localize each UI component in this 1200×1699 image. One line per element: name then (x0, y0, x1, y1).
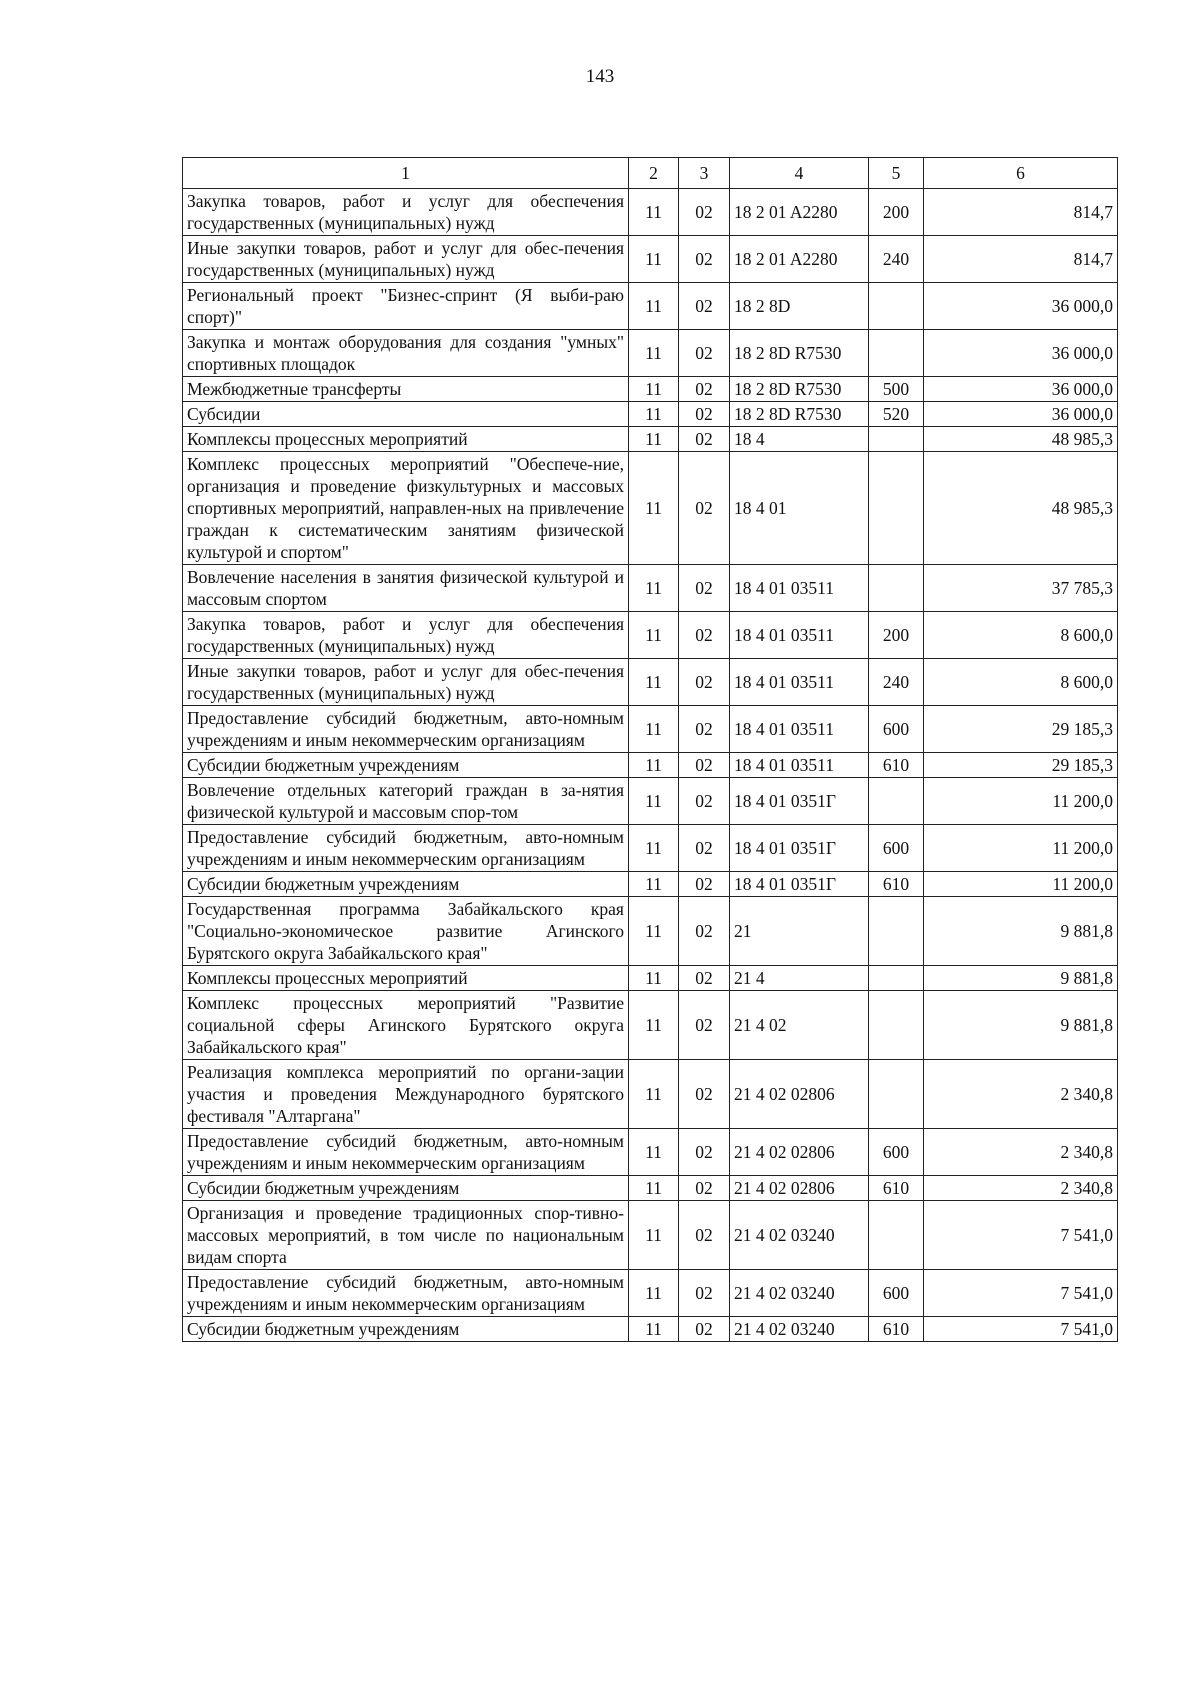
row-subsection: 02 (679, 1129, 730, 1176)
row-name: Субсидии бюджетным учреждениям (183, 1176, 629, 1201)
row-amount: 8 600,0 (924, 659, 1118, 706)
row-subsection: 02 (679, 427, 730, 452)
row-name: Иные закупки товаров, работ и услуг для обес-печения государственных (муниципальных) нужд (183, 659, 629, 706)
header-col-2: 2 (629, 158, 679, 189)
row-target-code: 18 4 01 03511 (730, 565, 869, 612)
row-subsection: 02 (679, 283, 730, 330)
header-col-6: 6 (924, 158, 1118, 189)
row-amount: 11 200,0 (924, 825, 1118, 872)
table-row (183, 706, 1118, 753)
row-section: 11 (629, 1317, 679, 1342)
row-target-code: 21 4 02 (730, 991, 869, 1060)
row-subsection: 02 (679, 565, 730, 612)
row-amount: 814,7 (924, 236, 1118, 283)
row-amount: 11 200,0 (924, 872, 1118, 897)
table-row (183, 872, 1118, 897)
row-section: 11 (629, 1270, 679, 1317)
row-expense-type: 600 (869, 1129, 924, 1176)
row-section: 11 (629, 565, 679, 612)
header-col-4: 4 (730, 158, 869, 189)
table-row (183, 825, 1118, 872)
row-target-code: 21 4 02 02806 (730, 1129, 869, 1176)
row-name: Региональный проект "Бизнес-спринт (Я выби-раю спорт)" (183, 283, 629, 330)
row-subsection: 02 (679, 778, 730, 825)
row-expense-type (869, 1060, 924, 1129)
row-name: Вовлечение отдельных категорий граждан в за-нятия физической культурой и массовым спор-том (183, 778, 629, 825)
row-expense-type (869, 452, 924, 565)
row-section: 11 (629, 753, 679, 778)
row-section: 11 (629, 236, 679, 283)
header-col-3: 3 (679, 158, 730, 189)
row-amount: 2 340,8 (924, 1129, 1118, 1176)
row-expense-type: 200 (869, 189, 924, 236)
table-row (183, 991, 1118, 1060)
row-section: 11 (629, 966, 679, 991)
row-amount: 9 881,8 (924, 966, 1118, 991)
row-name: Комплекс процессных мероприятий "Обеспече-ние, организация и проведение физкультурных и массовых спортивных мероприятий, направлен-ных на привлечение граждан к систематическим занятиям физической культурой и спортом" (183, 452, 629, 565)
row-amount: 48 985,3 (924, 452, 1118, 565)
row-expense-type: 600 (869, 706, 924, 753)
row-expense-type (869, 565, 924, 612)
table-row (183, 427, 1118, 452)
row-amount: 48 985,3 (924, 427, 1118, 452)
row-subsection: 02 (679, 377, 730, 402)
row-section: 11 (629, 872, 679, 897)
row-name: Закупка и монтаж оборудования для создания "умных" спортивных площадок (183, 330, 629, 377)
row-name: Субсидии бюджетным учреждениям (183, 753, 629, 778)
row-name: Организация и проведение традиционных спор-тивно-массовых мероприятий, в том числе по национальным видам спорта (183, 1201, 629, 1270)
row-amount: 7 541,0 (924, 1317, 1118, 1342)
table-row (183, 1129, 1118, 1176)
row-expense-type: 240 (869, 236, 924, 283)
row-name: Закупка товаров, работ и услуг для обеспечения государственных (муниципальных) нужд (183, 612, 629, 659)
row-target-code: 21 4 (730, 966, 869, 991)
row-subsection: 02 (679, 706, 730, 753)
row-target-code: 18 4 01 03511 (730, 706, 869, 753)
row-name: Закупка товаров, работ и услуг для обеспечения государственных (муниципальных) нужд (183, 189, 629, 236)
table-row (183, 966, 1118, 991)
row-expense-type: 610 (869, 753, 924, 778)
row-subsection: 02 (679, 897, 730, 966)
table-row (183, 1060, 1118, 1129)
row-subsection: 02 (679, 991, 730, 1060)
row-name: Субсидии (183, 402, 629, 427)
row-target-code: 21 4 02 02806 (730, 1176, 869, 1201)
row-expense-type: 600 (869, 1270, 924, 1317)
row-name: Предоставление субсидий бюджетным, авто-номным учреждениям и иным некоммерческим организациям (183, 706, 629, 753)
row-name: Комплексы процессных мероприятий (183, 427, 629, 452)
row-target-code: 18 4 01 03511 (730, 612, 869, 659)
row-target-code: 18 4 01 0351Г (730, 825, 869, 872)
header-col-1: 1 (183, 158, 629, 189)
row-amount: 7 541,0 (924, 1270, 1118, 1317)
row-expense-type: 500 (869, 377, 924, 402)
row-name: Предоставление субсидий бюджетным, авто-номным учреждениям и иным некоммерческим организациям (183, 1270, 629, 1317)
row-amount: 36 000,0 (924, 330, 1118, 377)
row-target-code: 18 2 8D R7530 (730, 377, 869, 402)
table-row (183, 189, 1118, 236)
row-target-code: 18 2 01 A2280 (730, 236, 869, 283)
row-target-code: 21 4 02 02806 (730, 1060, 869, 1129)
row-amount: 11 200,0 (924, 778, 1118, 825)
row-amount: 36 000,0 (924, 402, 1118, 427)
row-expense-type (869, 330, 924, 377)
table-header (183, 158, 1118, 189)
row-target-code: 18 2 01 A2280 (730, 189, 869, 236)
row-section: 11 (629, 1129, 679, 1176)
row-subsection: 02 (679, 872, 730, 897)
row-target-code: 18 4 01 0351Г (730, 872, 869, 897)
row-target-code: 18 4 01 03511 (730, 659, 869, 706)
row-expense-type (869, 897, 924, 966)
table-row (183, 1201, 1118, 1270)
row-subsection: 02 (679, 753, 730, 778)
row-target-code: 18 2 8D R7530 (730, 402, 869, 427)
row-target-code: 18 2 8D R7530 (730, 330, 869, 377)
table-row (183, 897, 1118, 966)
row-target-code: 18 4 (730, 427, 869, 452)
row-expense-type: 610 (869, 1317, 924, 1342)
row-name: Субсидии бюджетным учреждениям (183, 1317, 629, 1342)
table-row (183, 1317, 1118, 1342)
row-subsection: 02 (679, 452, 730, 565)
table-row (183, 236, 1118, 283)
row-expense-type (869, 991, 924, 1060)
row-section: 11 (629, 897, 679, 966)
row-section: 11 (629, 452, 679, 565)
row-subsection: 02 (679, 1176, 730, 1201)
row-subsection: 02 (679, 236, 730, 283)
row-expense-type (869, 966, 924, 991)
row-target-code: 21 4 02 03240 (730, 1270, 869, 1317)
row-target-code: 18 4 01 (730, 452, 869, 565)
row-section: 11 (629, 706, 679, 753)
row-name: Вовлечение населения в занятия физической культурой и массовым спортом (183, 565, 629, 612)
row-expense-type (869, 1201, 924, 1270)
table-row (183, 612, 1118, 659)
row-section: 11 (629, 825, 679, 872)
table-row (183, 778, 1118, 825)
row-target-code: 18 4 01 0351Г (730, 778, 869, 825)
row-subsection: 02 (679, 330, 730, 377)
row-amount: 9 881,8 (924, 991, 1118, 1060)
row-expense-type: 610 (869, 1176, 924, 1201)
row-subsection: 02 (679, 1270, 730, 1317)
page-number: 143 (585, 66, 615, 87)
row-expense-type (869, 283, 924, 330)
row-section: 11 (629, 1201, 679, 1270)
row-amount: 29 185,3 (924, 753, 1118, 778)
row-subsection: 02 (679, 1201, 730, 1270)
row-subsection: 02 (679, 612, 730, 659)
row-section: 11 (629, 778, 679, 825)
table-row (183, 283, 1118, 330)
row-target-code: 21 4 02 03240 (730, 1201, 869, 1270)
row-section: 11 (629, 1176, 679, 1201)
row-amount: 37 785,3 (924, 565, 1118, 612)
row-name: Предоставление субсидий бюджетным, авто-номным учреждениям и иным некоммерческим организациям (183, 1129, 629, 1176)
row-subsection: 02 (679, 402, 730, 427)
row-expense-type: 520 (869, 402, 924, 427)
row-amount: 814,7 (924, 189, 1118, 236)
row-expense-type: 600 (869, 825, 924, 872)
table-row (183, 1176, 1118, 1201)
row-name: Комплексы процессных мероприятий (183, 966, 629, 991)
table-row (183, 402, 1118, 427)
header-row (183, 158, 1118, 189)
row-amount: 8 600,0 (924, 612, 1118, 659)
row-name: Межбюджетные трансферты (183, 377, 629, 402)
table-row (183, 565, 1118, 612)
row-expense-type (869, 427, 924, 452)
row-subsection: 02 (679, 966, 730, 991)
row-amount: 9 881,8 (924, 897, 1118, 966)
row-section: 11 (629, 189, 679, 236)
row-subsection: 02 (679, 659, 730, 706)
row-section: 11 (629, 330, 679, 377)
row-amount: 36 000,0 (924, 377, 1118, 402)
row-section: 11 (629, 377, 679, 402)
row-amount: 2 340,8 (924, 1176, 1118, 1201)
row-name: Реализация комплекса мероприятий по органи-зации участия и проведения Международного бурятского фестиваля "Алтаргана" (183, 1060, 629, 1129)
row-expense-type: 200 (869, 612, 924, 659)
row-amount: 36 000,0 (924, 283, 1118, 330)
row-amount: 7 541,0 (924, 1201, 1118, 1270)
table-row (183, 753, 1118, 778)
row-subsection: 02 (679, 825, 730, 872)
row-target-code: 18 4 01 03511 (730, 753, 869, 778)
table-row (183, 330, 1118, 377)
row-subsection: 02 (679, 1317, 730, 1342)
row-expense-type: 240 (869, 659, 924, 706)
row-amount: 29 185,3 (924, 706, 1118, 753)
row-target-code: 18 2 8D (730, 283, 869, 330)
row-name: Субсидии бюджетным учреждениям (183, 872, 629, 897)
budget-table (182, 157, 1118, 1342)
row-subsection: 02 (679, 189, 730, 236)
row-name: Комплекс процессных мероприятий "Развитие социальной сферы Агинского Бурятского округа Забайкальского края" (183, 991, 629, 1060)
row-expense-type: 610 (869, 872, 924, 897)
row-name: Государственная программа Забайкальского края "Социально-экономическое развитие Агинского Бурятского округа Забайкальского края" (183, 897, 629, 966)
row-section: 11 (629, 1060, 679, 1129)
row-section: 11 (629, 659, 679, 706)
row-section: 11 (629, 402, 679, 427)
row-section: 11 (629, 612, 679, 659)
table-row (183, 377, 1118, 402)
row-section: 11 (629, 427, 679, 452)
row-amount: 2 340,8 (924, 1060, 1118, 1129)
header-col-5: 5 (869, 158, 924, 189)
row-target-code: 21 4 02 03240 (730, 1317, 869, 1342)
table-body (183, 189, 1118, 1342)
row-section: 11 (629, 991, 679, 1060)
row-expense-type (869, 778, 924, 825)
row-subsection: 02 (679, 1060, 730, 1129)
row-section: 11 (629, 283, 679, 330)
row-name: Иные закупки товаров, работ и услуг для обес-печения государственных (муниципальных) нужд (183, 236, 629, 283)
row-target-code: 21 (730, 897, 869, 966)
table-row (183, 659, 1118, 706)
row-name: Предоставление субсидий бюджетным, авто-номным учреждениям и иным некоммерческим организациям (183, 825, 629, 872)
table-row (183, 1270, 1118, 1317)
table-row (183, 452, 1118, 565)
